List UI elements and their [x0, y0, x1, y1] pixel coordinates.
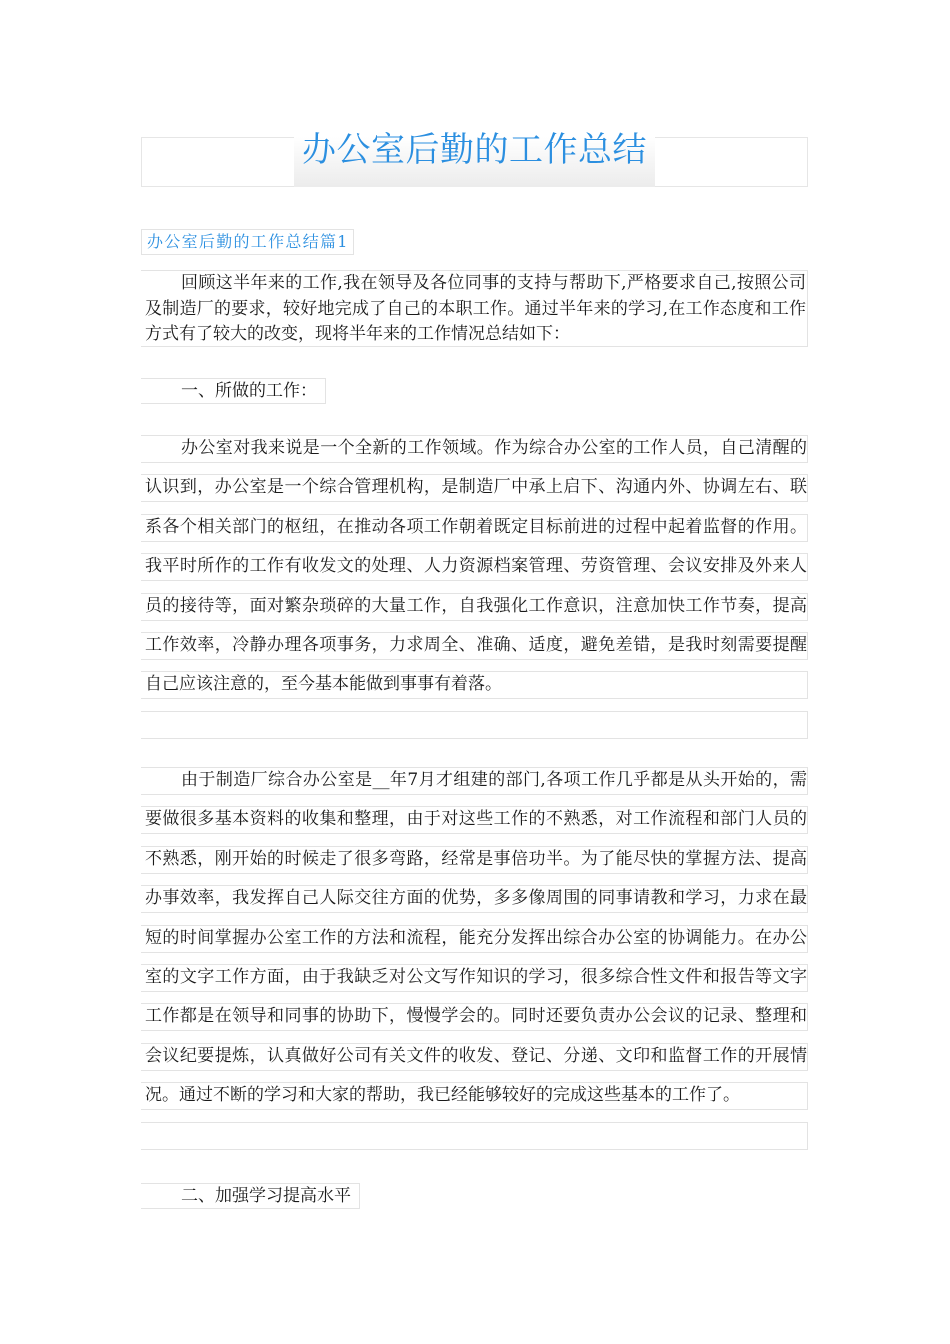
paragraph-2-block	[141, 761, 808, 1156]
intro-paragraph: 回顾这半年来的工作,我在领导及各位同事的支持与帮助下,严格要求自己,按照公司及制造厂的要求，较好地完成了自己的本职工作。通过半年来的学习,在工作态度和工作方式有了较大的改变，现将半年来的工作情况总结如下：	[145, 273, 806, 344]
paragraph-1-block	[141, 429, 808, 744]
paragraph-2: 由于制造厂综合办公室是__年7月才组建的部门,各项工作几乎都是从头开始的，需要做很多基本资料的收集和整理，由于对这些工作的不熟悉，对工作流程和部门人员的不熟悉，刚开始的时候走了很多弯路，经常是事倍功半。为了能尽快的掌握方法、提高办事效率，我发挥自己人际交往方面的优势，多多像周围的同事请教和学习，力求在最短的时间掌握办公室工作的方法和流程，能充分发挥出综合办公室的协调能力。在办公室的文字工作方面，由于我缺乏对公文写作知识的学习，很多综合性文件和报告等文字工作都是在领导和同事的协助下，慢慢学会的。同时还要负责办公会议的记录、整理和会议纪要提炼，认真做好公司有关文件的收发、登记、分递、文印和监督工作的开展情况。通过不断的学习和大家的帮助，我已经能够较好的完成这些基本的工作了。	[145, 770, 807, 1106]
paragraph-1: 办公室对我来说是一个全新的工作领域。作为综合办公室的工作人员，自己清醒的认识到，办公室是一个综合管理机构，是制造厂中承上启下、沟通内外、协调左右、联系各个相关部门的枢纽，在推动各项工作朝着既定目标前进的过程中起着监督的作用。我平时所作的工作有收发文的处理、人力资源档案管理、劳资管理、会议安排及外来人员的接待等，面对繁杂琐碎的大量工作，自我强化工作意识，注意加快工作节奏，提高工作效率，冷静办理各项事务，力求周全、准确、适度，避免差错，是我时刻需要提醒自己应该注意的，至今基本能做到事事有着落。	[145, 438, 807, 695]
section-subtitle: 办公室后勤的工作总结篇1	[141, 229, 354, 255]
section-heading-1: 一、所做的工作：	[141, 378, 326, 404]
line-guide	[141, 711, 808, 739]
section-heading-2: 二、加强学习提高水平	[141, 1183, 360, 1209]
line-guide	[141, 1122, 808, 1150]
intro-block	[141, 270, 808, 347]
document-title: 办公室后勤的工作总结	[302, 130, 647, 170]
